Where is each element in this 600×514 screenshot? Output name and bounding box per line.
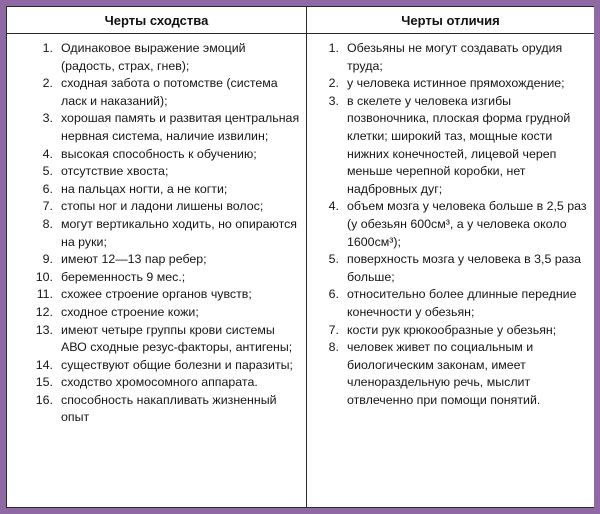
similarity-item-number: 13. — [35, 322, 53, 337]
similarity-item-text: стопы ног и ладони лишены волос; — [61, 199, 264, 214]
difference-item-text: объем мозга у человека больше в 2,5 раз (у обезьян 600см³, а у человека около 1600см³); — [347, 199, 587, 249]
difference-item — [307, 339, 590, 409]
difference-item-text: в скелете у человека изгибы позвоночника, плоская форма грудной клетки; широкий таз, мощные кости нижних конечностей, лицевой череп меньше черепной коробки, нет надбровных дуг; — [347, 93, 571, 196]
similarity-item-number: 8. — [42, 216, 53, 231]
similarity-item-number: 16. — [35, 392, 53, 407]
similarity-item-text: сходная забота о потомстве (система ласк и наказаний); — [61, 76, 278, 108]
difference-item-text: человек живет по социальным и биологическим законам, имеет членораздельную речь, мыслит отвлеченно при помощи понятий. — [347, 340, 541, 407]
similarity-item-number: 3. — [42, 111, 53, 126]
similarity-item — [7, 40, 302, 75]
similarity-item-text: на пальцах ногти, а не когти; — [61, 181, 228, 196]
similarity-item-text: существуют общие болезни и паразиты; — [61, 357, 293, 372]
similarity-item — [7, 322, 302, 357]
difference-item-number: 3. — [328, 93, 339, 108]
difference-item-number: 8. — [328, 340, 339, 355]
similarity-item-number: 15. — [35, 375, 53, 390]
similarities-cell — [7, 34, 307, 508]
similarity-item-text: сходное строение кожи; — [61, 304, 199, 319]
similarity-item-number: 14. — [35, 357, 53, 372]
table-header-row — [7, 7, 595, 34]
table-body-row — [7, 34, 595, 508]
difference-item-number: 6. — [328, 287, 339, 302]
difference-item-text: Обезьяны не могут создавать орудия труда; — [347, 41, 563, 73]
similarity-item — [7, 392, 302, 427]
similarity-item — [7, 181, 302, 199]
difference-item-number: 4. — [328, 199, 339, 214]
similarity-item — [7, 304, 302, 322]
header-similarities: Черты сходства — [7, 7, 307, 34]
similarity-item-text: отсутствие хвоста; — [61, 164, 169, 179]
similarity-item-text: сходство хромосомного аппарата. — [61, 375, 258, 390]
comparison-table — [6, 6, 594, 508]
similarity-item — [7, 198, 302, 216]
similarity-item-number: 2. — [42, 76, 53, 91]
similarities-list — [7, 40, 302, 427]
header-differences: Черты отличия — [307, 7, 595, 34]
similarity-item-number: 10. — [35, 269, 53, 284]
similarity-item — [7, 75, 302, 110]
difference-item — [307, 251, 590, 286]
similarity-item-number: 6. — [42, 181, 53, 196]
similarity-item-number: 5. — [42, 164, 53, 179]
similarity-item-number: 9. — [42, 252, 53, 267]
similarity-item-text: имеют 12—13 пар ребер; — [61, 252, 207, 267]
differences-list — [307, 40, 590, 409]
difference-item-number: 2. — [328, 76, 339, 91]
difference-item — [307, 286, 590, 321]
similarity-item — [7, 110, 302, 145]
similarity-item-text: высокая способность к обучению; — [61, 146, 257, 161]
similarity-item — [7, 374, 302, 392]
similarity-item-text: хорошая память и развитая центральная нервная система, наличие извилин; — [61, 111, 300, 143]
similarity-item — [7, 357, 302, 375]
comparison-table-frame — [6, 6, 594, 508]
difference-item-number: 5. — [328, 252, 339, 267]
similarity-item-text: беременность 9 мес.; — [61, 269, 186, 284]
difference-item — [307, 75, 590, 93]
similarity-item-number: 12. — [35, 304, 53, 319]
difference-item-text: у человека истинное прямохождение; — [347, 76, 565, 91]
similarity-item-number: 11. — [36, 287, 53, 302]
difference-item — [307, 322, 590, 340]
difference-item — [307, 93, 590, 199]
similarity-item-text: способность накапливать жизненный опыт — [61, 392, 277, 425]
similarity-item — [7, 286, 302, 304]
similarity-item-text: Одинаковое выражение эмоций (радость, страх, гнев); — [61, 41, 246, 73]
similarity-item — [7, 216, 302, 251]
difference-item — [307, 198, 590, 251]
similarity-item-number: 7. — [42, 199, 53, 214]
similarity-item — [7, 146, 302, 164]
similarity-item-number: 1. — [42, 41, 53, 55]
difference-item-text: кости рук крюкообразные у обезьян; — [347, 322, 557, 337]
difference-item — [307, 40, 590, 75]
similarity-item — [7, 269, 302, 287]
similarity-item-text: схожее строение органов чувств; — [61, 287, 252, 302]
similarity-item-text: могут вертикально ходить, но опираются на руки; — [61, 216, 298, 249]
difference-item-number: 7. — [328, 322, 339, 337]
difference-item-text: поверхность мозга у человека в 3,5 раза больше; — [347, 252, 582, 284]
difference-item-text: относительно более длинные передние конечности у обезьян; — [347, 287, 577, 319]
differences-cell — [307, 34, 595, 508]
difference-item-number: 1. — [328, 41, 339, 55]
similarity-item — [7, 251, 302, 269]
similarity-item-text: имеют четыре группы крови системы АВО сходные резус-факторы, антигены; — [61, 322, 293, 355]
similarity-item-number: 4. — [42, 146, 53, 161]
similarity-item — [7, 163, 302, 181]
